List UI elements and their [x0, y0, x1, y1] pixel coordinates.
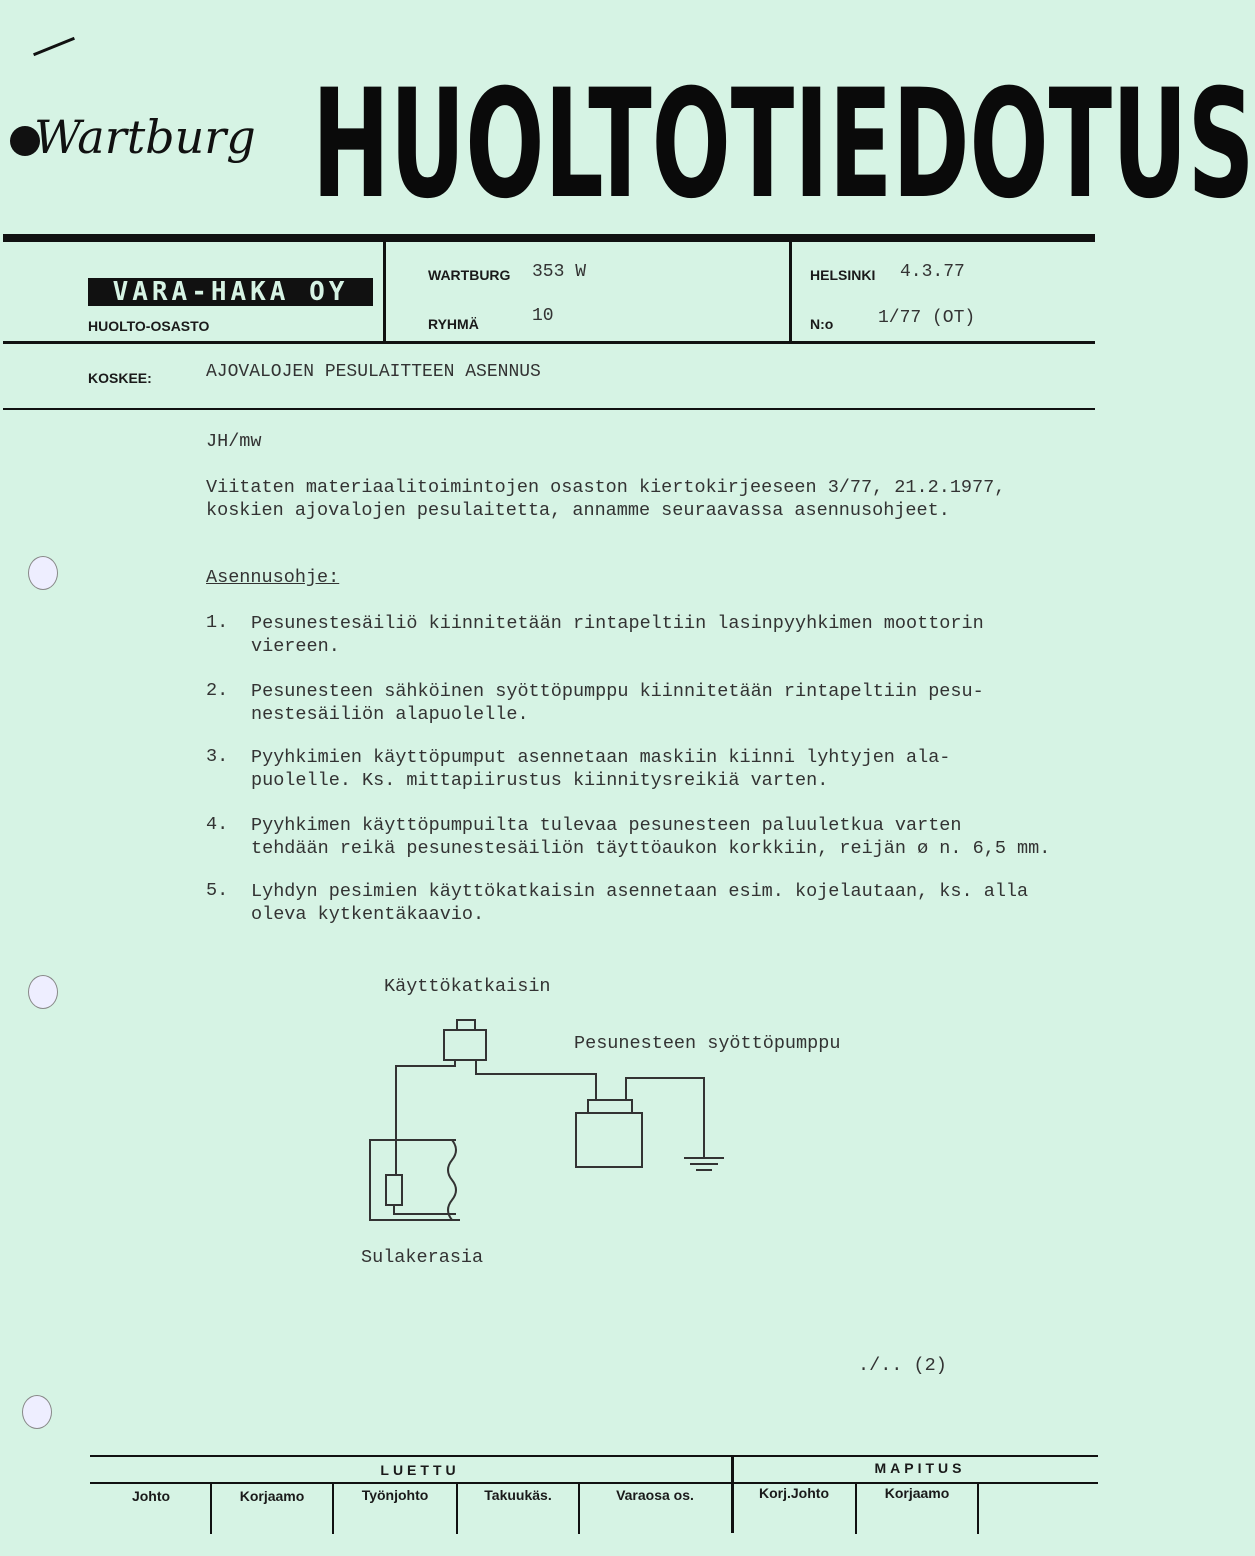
subject-label: KOSKEE:: [88, 370, 152, 386]
switch-knob: [457, 1020, 475, 1030]
footer-col-korjaamo-2: Korjaamo: [884, 1485, 950, 1501]
item-line: Pyyhkimien käyttöpumput asennetaan maskiin kiinni lyhtyjen ala-: [251, 747, 951, 768]
item-line: puolelle. Ks. mittapiirustus kiinnitysreikiä varten.: [251, 770, 829, 791]
item-line: tehdään reikä pesunestesäiliön täyttöaukon korkkiin, reijän ø n. 6,5 mm.: [251, 838, 1051, 859]
date-value: 4.3.77: [900, 262, 965, 282]
footer-col-tyonjohto: Työnjohto: [361, 1487, 429, 1503]
pump-cap: [588, 1100, 632, 1113]
wartburg-logo: Wartburg: [10, 110, 256, 164]
fusebox-label: Sulakerasia: [361, 1247, 484, 1268]
header-col-divider-1: [383, 242, 386, 342]
header-divider-bottom: [3, 341, 1095, 344]
item-line: oleva kytkentäkaavio.: [251, 904, 485, 925]
punch-hole: [28, 975, 58, 1009]
intro-line-2: koskien ajovalojen pesulaitetta, annamme seuraavassa asennusohjeet.: [206, 500, 950, 521]
model-value: 353 W: [532, 262, 587, 282]
initials: JH/mw: [206, 431, 262, 452]
fusebox-symbol: [370, 1140, 460, 1220]
continuation-mark: ./.. (2): [858, 1355, 947, 1376]
company-badge: VARA-HAKA OY: [88, 278, 373, 306]
item-number: 3.: [206, 746, 229, 767]
fuse-symbol: [386, 1175, 402, 1205]
intro-line-1: Viitaten materiaalitoimintojen osaston kiertokirjeeseen 3/77, 21.2.1977,: [206, 477, 1006, 498]
page-title: HUOLTOTIEDOTUS: [312, 58, 1255, 232]
group-label: RYHMÄ: [428, 316, 479, 332]
footer-col-johto: Johto: [131, 1488, 171, 1504]
wiring-diagram: [360, 1010, 740, 1230]
item-line: Pesunesteen sähköinen syöttöpumppu kiinnitetään rintapeltiin pesu-: [251, 681, 984, 702]
luettu-header: LUETTU: [380, 1462, 460, 1478]
header-divider-thick: [3, 234, 1095, 242]
model-label: WARTBURG: [428, 267, 511, 283]
number-label: N:o: [810, 316, 834, 332]
pump-symbol: [576, 1113, 642, 1167]
group-value: 10: [532, 306, 554, 326]
pen-stroke: [33, 37, 75, 56]
item-line: Pyyhkimen käyttöpumpuilta tulevaa pesunesteen paluuletkua varten: [251, 815, 962, 836]
number-value: 1/77 (OT): [878, 308, 976, 328]
switch-symbol: [444, 1030, 486, 1060]
pump-label: Pesunesteen syöttöpumppu: [574, 1033, 841, 1054]
wire-to-fusebox: [396, 1060, 455, 1150]
item-number: 4.: [206, 814, 229, 835]
item-line: Pesunestesäiliö kiinnitetään rintapeltiin lasinpyyhkimen moottorin: [251, 613, 984, 634]
wire-to-ground: [626, 1078, 704, 1158]
item-number: 5.: [206, 880, 229, 901]
switch-label: Käyttökatkaisin: [384, 976, 551, 997]
item-number: 2.: [206, 680, 229, 701]
footer-col-korjaamo: Korjaamo: [239, 1488, 305, 1504]
item-line: Lyhdyn pesimien käyttökatkaisin asennetaan esim. kojelautaan, ks. alla: [251, 881, 1029, 902]
footer-col-varaosa: Varaosa os.: [616, 1487, 694, 1503]
instructions-heading: Asennusohje:: [206, 567, 340, 588]
item-line: viereen.: [251, 636, 340, 657]
subject-divider: [3, 408, 1095, 410]
department-label: HUOLTO-OSASTO: [88, 318, 210, 334]
footer-mid-line: [90, 1482, 1098, 1484]
footer-col-korj-johto: Korj.Johto: [759, 1485, 829, 1501]
wire-to-pump: [476, 1060, 596, 1100]
punch-hole: [22, 1395, 52, 1429]
footer-top-line: [90, 1455, 1098, 1457]
punch-hole: [28, 556, 58, 590]
mapitus-header: MAPITUS: [874, 1460, 966, 1476]
header-col-divider-2: [789, 242, 792, 342]
footer-col-takuukas: Takuukäs.: [484, 1487, 552, 1503]
subject-value: AJOVALOJEN PESULAITTEEN ASENNUS: [206, 362, 541, 382]
item-number: 1.: [206, 612, 229, 633]
city-label: HELSINKI: [810, 267, 876, 283]
item-line: nestesäiliön alapuolelle.: [251, 704, 529, 725]
